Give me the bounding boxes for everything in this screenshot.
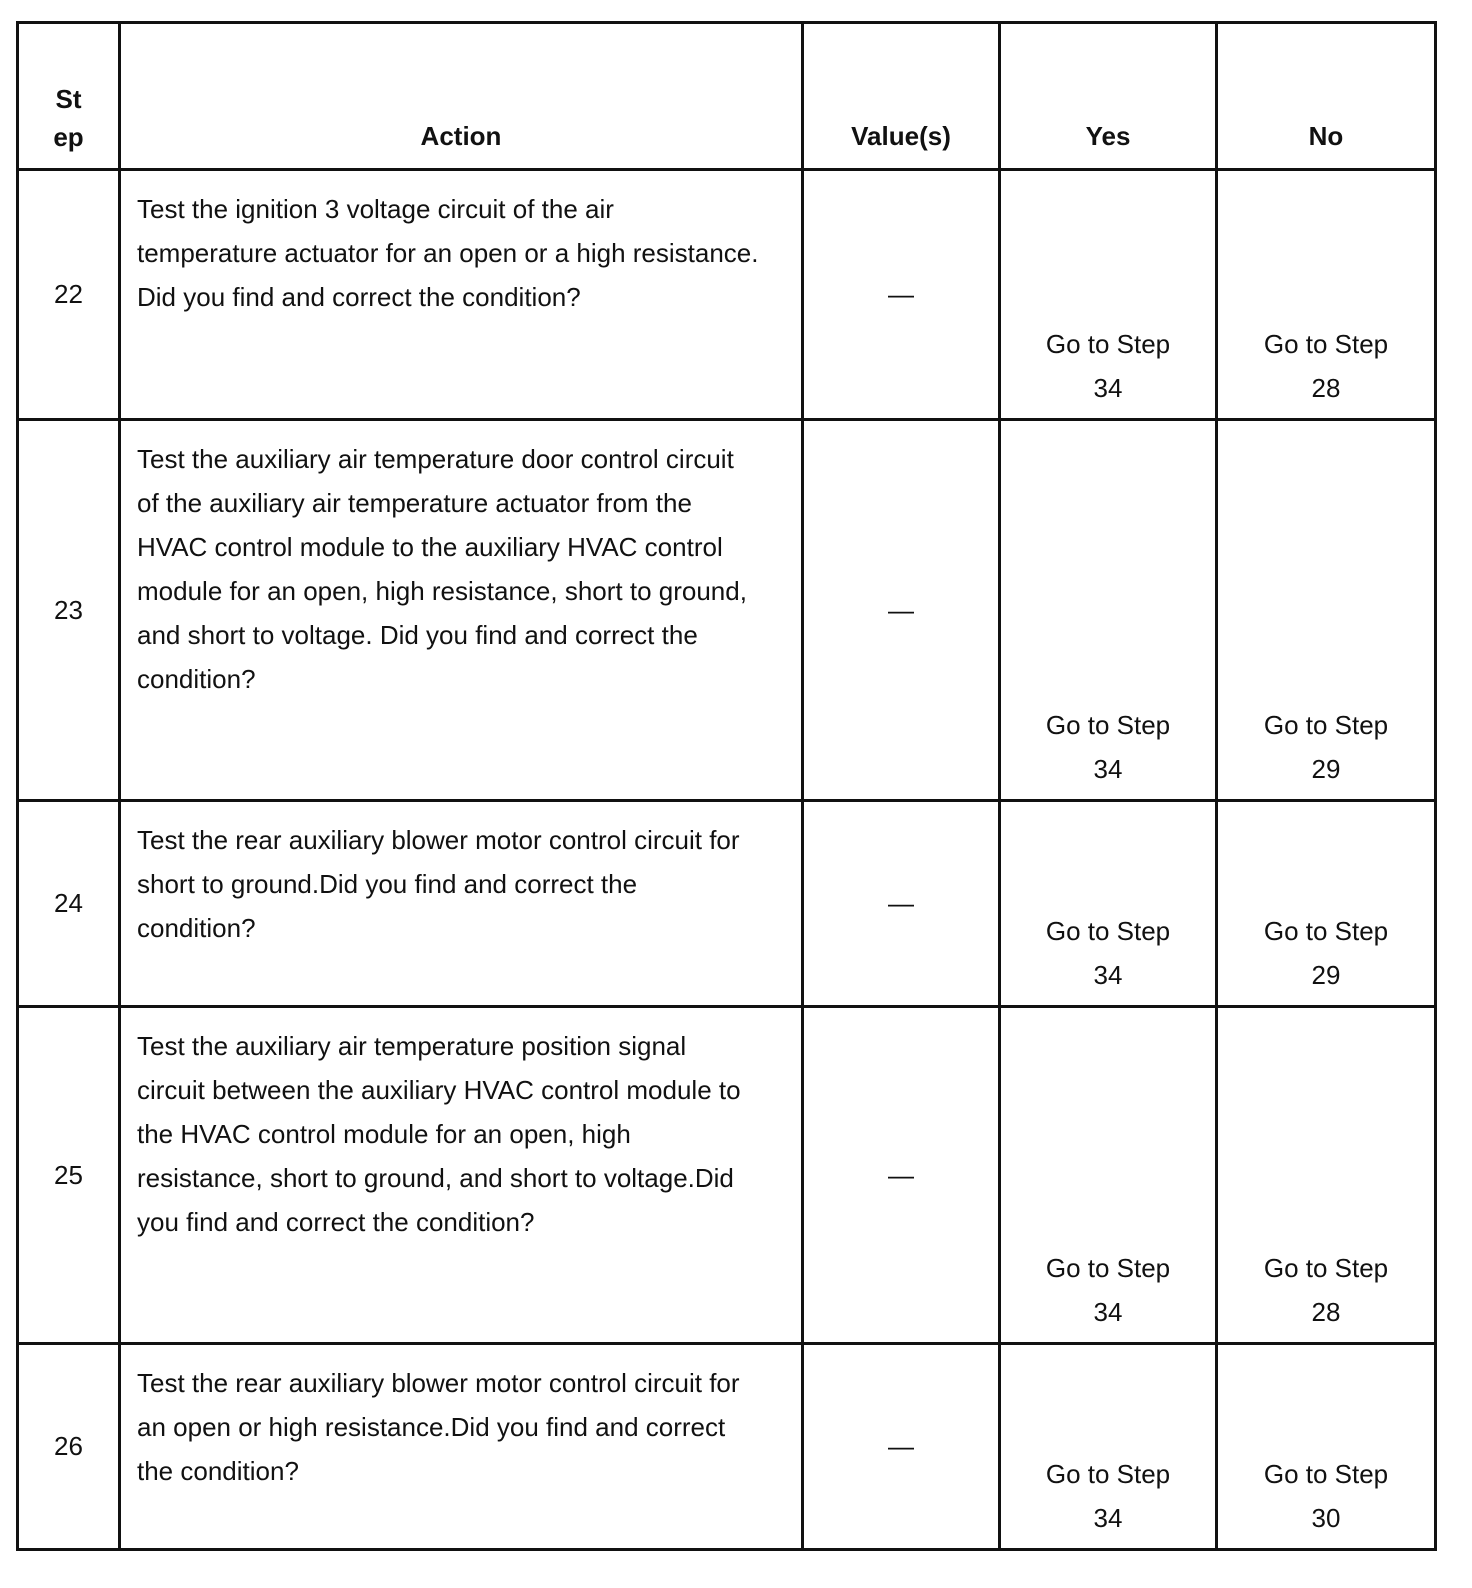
header-step: St ep bbox=[18, 23, 120, 170]
header-action: Action bbox=[120, 23, 803, 170]
value-cell: — bbox=[803, 420, 1000, 801]
yes-goto: Go to Step 34 bbox=[1000, 420, 1217, 801]
yes-goto: Go to Step 34 bbox=[1000, 1007, 1217, 1344]
action-text: Test the ignition 3 voltage circuit of the air temperature actuator for an open or a high resistance. Did you find and correct the condition? bbox=[120, 170, 803, 420]
table-row bbox=[18, 1007, 1436, 1344]
no-goto: Go to Step 28 bbox=[1217, 1007, 1436, 1344]
header-values: Value(s) bbox=[803, 23, 1000, 170]
table-row bbox=[18, 801, 1436, 1007]
no-goto: Go to Step 30 bbox=[1217, 1344, 1436, 1550]
step-number: 22 bbox=[18, 170, 120, 420]
action-text: Test the auxiliary air temperature position signal circuit between the auxiliary HVAC control module to the HVAC control module for an open, high resistance, short to ground, and short to voltage.Did you find and correct the condition? bbox=[120, 1007, 803, 1344]
value-cell: — bbox=[803, 170, 1000, 420]
action-text: Test the rear auxiliary blower motor control circuit for an open or high resistance.Did you find and correct the condition? bbox=[120, 1344, 803, 1550]
header-row bbox=[18, 23, 1436, 170]
header-yes: Yes bbox=[1000, 23, 1217, 170]
yes-goto: Go to Step 34 bbox=[1000, 170, 1217, 420]
yes-goto: Go to Step 34 bbox=[1000, 801, 1217, 1007]
table-row bbox=[18, 420, 1436, 801]
no-goto: Go to Step 28 bbox=[1217, 170, 1436, 420]
step-number: 23 bbox=[18, 420, 120, 801]
step-number: 26 bbox=[18, 1344, 120, 1550]
action-text: Test the rear auxiliary blower motor control circuit for short to ground.Did you find and correct the condition? bbox=[120, 801, 803, 1007]
value-cell: — bbox=[803, 801, 1000, 1007]
yes-goto: Go to Step 34 bbox=[1000, 1344, 1217, 1550]
table-row bbox=[18, 170, 1436, 420]
diagnostic-table bbox=[16, 21, 1437, 1551]
step-number: 24 bbox=[18, 801, 120, 1007]
header-no: No bbox=[1217, 23, 1436, 170]
action-text: Test the auxiliary air temperature door control circuit of the auxiliary air temperature actuator from the HVAC control module to the auxiliary HVAC control module for an open, high resistance, short to ground, and short to voltage. Did you find and correct the condition? bbox=[120, 420, 803, 801]
no-goto: Go to Step 29 bbox=[1217, 420, 1436, 801]
value-cell: — bbox=[803, 1007, 1000, 1344]
value-cell: — bbox=[803, 1344, 1000, 1550]
table-row bbox=[18, 1344, 1436, 1550]
step-number: 25 bbox=[18, 1007, 120, 1344]
no-goto: Go to Step 29 bbox=[1217, 801, 1436, 1007]
